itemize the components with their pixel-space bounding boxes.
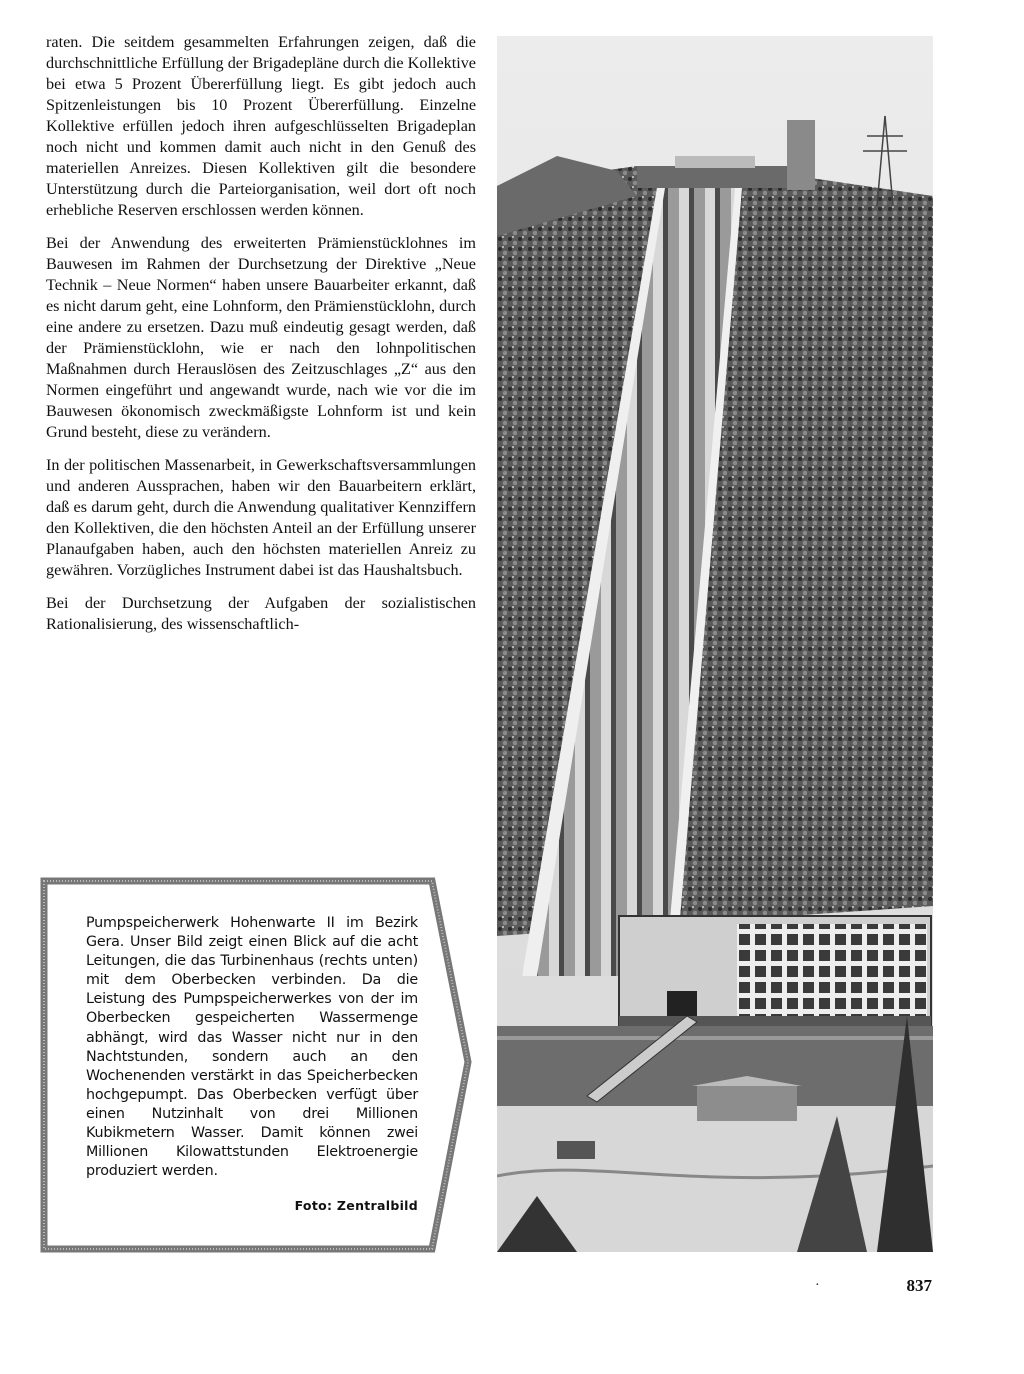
article-paragraph: In der politischen Massenarbeit, in Gewerkschaftsversammlungen und anderen Aussprachen, haben wir den Bauarbeitern erklärt, daß es darum geht, durch die Anwendung qualitativer Kennziffern den Kollektiven, die den höchsten Anteil an der Erfüllung unserer Planaufgaben haben, auch den höchsten materiellen Anreiz zu gewähren. Vorzügliches Instrument dabei ist das Haushaltsbuch.	[46, 456, 476, 579]
article-paragraph: raten. Die seitdem gesammelten Erfahrungen zeigen, daß die durchschnittliche Erfüllung der Brigadepläne durch die Kollektive bei etwa 5 Prozent Übererfüllung liegt. Es gibt jedoch auch Spitzenleistungen bis 10 Prozent Übererfüllung. Einzelne Kollektive erfüllen jedoch ihren aufgeschlüsselten Brigadeplan noch nicht und kommen damit auch nicht in den Genuß des materiellen Anreizes. Diesen Kollektiven gilt die besondere Unterstützung durch die Parteiorganisation, weil dort oft noch erhebliche Reserven erschlossen werden können.	[46, 33, 476, 219]
photo-pumped-storage-plant	[497, 36, 933, 1252]
photo-caption: Pumpspeicherwerk Hohenwarte II im Bezirk Gera. Unser Bild zeigt einen Blick auf die acht Leitungen, die das Turbinenhaus (rechts unten) mit dem Oberbecken verbinden. Da die Leistung des Pumpspeicherwerkes von der im Oberbecken gespeicherten Wassermenge abhängt, wird das Wasser nicht nur in den Nachtstunden, sondern auch an den Wochenenden verstärkt in das Speicherbecken hochgepumpt. Das Oberbecken verfügt über einen Nutzinhalt von drei Millionen Kubikmetern Wasser. Damit können zwei Millionen Kilowattstunden Elektroenergie produziert werden.	[86, 915, 418, 1180]
decorative-dot: ·	[815, 1278, 820, 1293]
page-number: 837	[906, 1276, 932, 1295]
article-paragraph: Bei der Anwendung des erweiterten Prämienstücklohnes im Bauwesen im Rahmen der Durchsetzung der Direktive „Neue Technik – Neue Normen“ haben unsere Bauarbeiter erkannt, daß es nicht darum geht, eine Lohnform, den Prämienstücklohn, durch eine andere zu ersetzen. Dazu muß eindeutig gesagt werden, daß der Prämienstücklohn, wie er nach den lohnpolitischen Maßnahmen durch Herauslösen des Zeitzuschlages „Z“ aus den Normen eingeführt und angewandt wurde, nach wie vor die im Bauwesen ökonomisch zweckmäßigste Lohnform ist und kein Grund besteht, diese zu verändern.	[46, 234, 476, 441]
article-column	[46, 32, 476, 647]
article-paragraph: Bei der Durchsetzung der Aufgaben der sozialistischen Rationalisierung, des wissenschaftlich-	[46, 594, 476, 633]
photo-credit: Foto: Zentralbild	[294, 1198, 418, 1213]
